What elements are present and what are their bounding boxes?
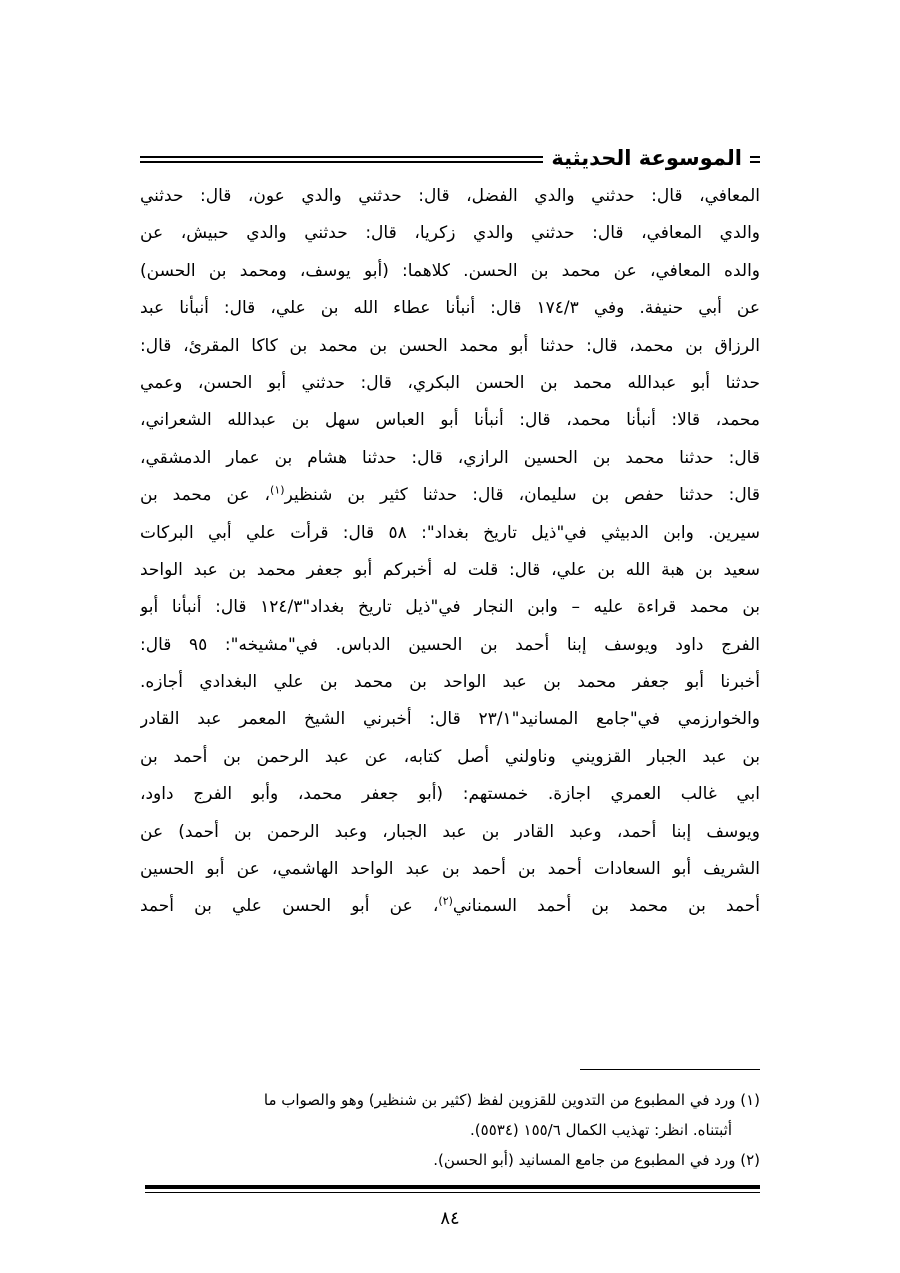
text-line: والده المعافي، عن محمد بن الحسن. كلاهما: (أبو يوسف، ومحمد بن الحسن) — [140, 260, 760, 281]
text-line: محمد، قالا: أنبأنا محمد، قال: أنبأنا أبو العباس سهل بن عبدالله الشعراني، — [140, 410, 760, 431]
main-text — [140, 178, 760, 926]
text-line: ويوسف إبنا أحمد، وعبد القادر بن عبد الجبار، وعبد الرحمن بن أحمد) عن — [140, 821, 760, 842]
text-line: بن محمد قراءة عليه – وابن النجار في"ذيل تاريخ بغداد"١٢٤/٣ قال: أنبأنا أبو — [140, 597, 760, 618]
text-line: الفرج داود ويوسف إبنا أحمد بن الحسين الدباس. في"مشيخه": ٩٥ قال: — [140, 634, 760, 655]
text-line: سعيد بن هبة الله بن علي، قال: قلت له أخبركم أبو جعفر محمد بن عبد الواحد — [140, 559, 760, 580]
footnote-ref-1[interactable]: (١) — [270, 483, 285, 497]
footnote-2: (٢) ورد في المطبوع من جامع المسانيد (أبو الحسن). — [433, 1151, 760, 1169]
footer-rule-thin — [145, 1192, 760, 1193]
running-header — [140, 140, 760, 180]
footnote-ref-2[interactable]: (٢) — [438, 894, 453, 908]
line20-before: أحمد بن محمد بن أحمد السمناني — [452, 896, 760, 917]
line20-after: ، عن أبو الحسن علي بن أحمد — [140, 896, 439, 917]
page-number: ٨٤ — [440, 1208, 460, 1229]
footnote-1-continued: أثبتناه. انظر: تهذيب الكمال ١٥٥/٦ (٥٥٣٤). — [470, 1121, 732, 1139]
text-line: والدي المعافي، قال: حدثني والدي زكريا، قال: حدثني والدي حبيش، عن — [140, 223, 760, 244]
footnote-1: (١) ورد في المطبوع من التدوين للقزوين لفظ (كثير بن شنظير) وهو والصواب ما — [263, 1091, 760, 1109]
text-line: المعافي، قال: حدثني والدي الفضل، قال: حدثني والدي عون، قال: حدثني — [140, 186, 760, 206]
header-title: الموسوعة الحديثية — [543, 140, 750, 176]
text-line: والخوارزمي في"جامع المسانيد"٢٣/١ قال: أخبرني الشيخ المعمر عبد القادر — [140, 709, 760, 730]
footer-rule-thick — [145, 1185, 760, 1189]
text-line: عن أبي حنيفة. وفي ١٧٤/٣ قال: أنبأنا عطاء الله بن علي، قال: أنبأنا عبد — [140, 298, 760, 319]
text-line: ابي غالب العمري اجازة. خمستهم: (أبو جعفر محمد، وأبو الفرج داود، — [140, 784, 760, 805]
text-line: حدثنا أبو عبدالله محمد بن الحسن البكري، قال: حدثني أبو الحسن، وعمي — [140, 372, 760, 393]
text-line: أخبرنا أبو جعفر محمد بن عبد الواحد بن محمد بن علي البغدادي أجازه. — [140, 672, 760, 693]
text-line-with-footnote-ref — [140, 477, 760, 514]
text-line: بن عبد الجبار القزويني وناولني أصل كتابه، عن عبد الرحمن بن أحمد بن — [140, 746, 760, 767]
footnote-separator — [580, 1069, 760, 1070]
text-line-with-footnote-ref — [140, 888, 760, 925]
footnotes — [145, 1085, 760, 1175]
line9-before: قال: حدثنا حفص بن سليمان، قال: حدثنا كثير بن شنظير — [284, 485, 760, 506]
text-line: سيرين. وابن الدبيثي في"ذيل تاريخ بغداد": ٥٨ قال: قرأت علي أبي البركات — [140, 522, 760, 543]
text-line: الشريف أبو السعادات أحمد بن أحمد بن عبد الواحد الهاشمي، عن أبو الحسين — [140, 859, 760, 880]
text-line: الرزاق بن محمد، قال: حدثنا أبو محمد الحسن بن محمد بن كاكا المقرئ، قال: — [140, 335, 760, 356]
text-line: قال: حدثنا محمد بن الحسين الرازي، قال: حدثنا هشام بن عمار الدمشقي، — [140, 447, 760, 468]
line9-after: ، عن محمد بن — [140, 485, 271, 506]
